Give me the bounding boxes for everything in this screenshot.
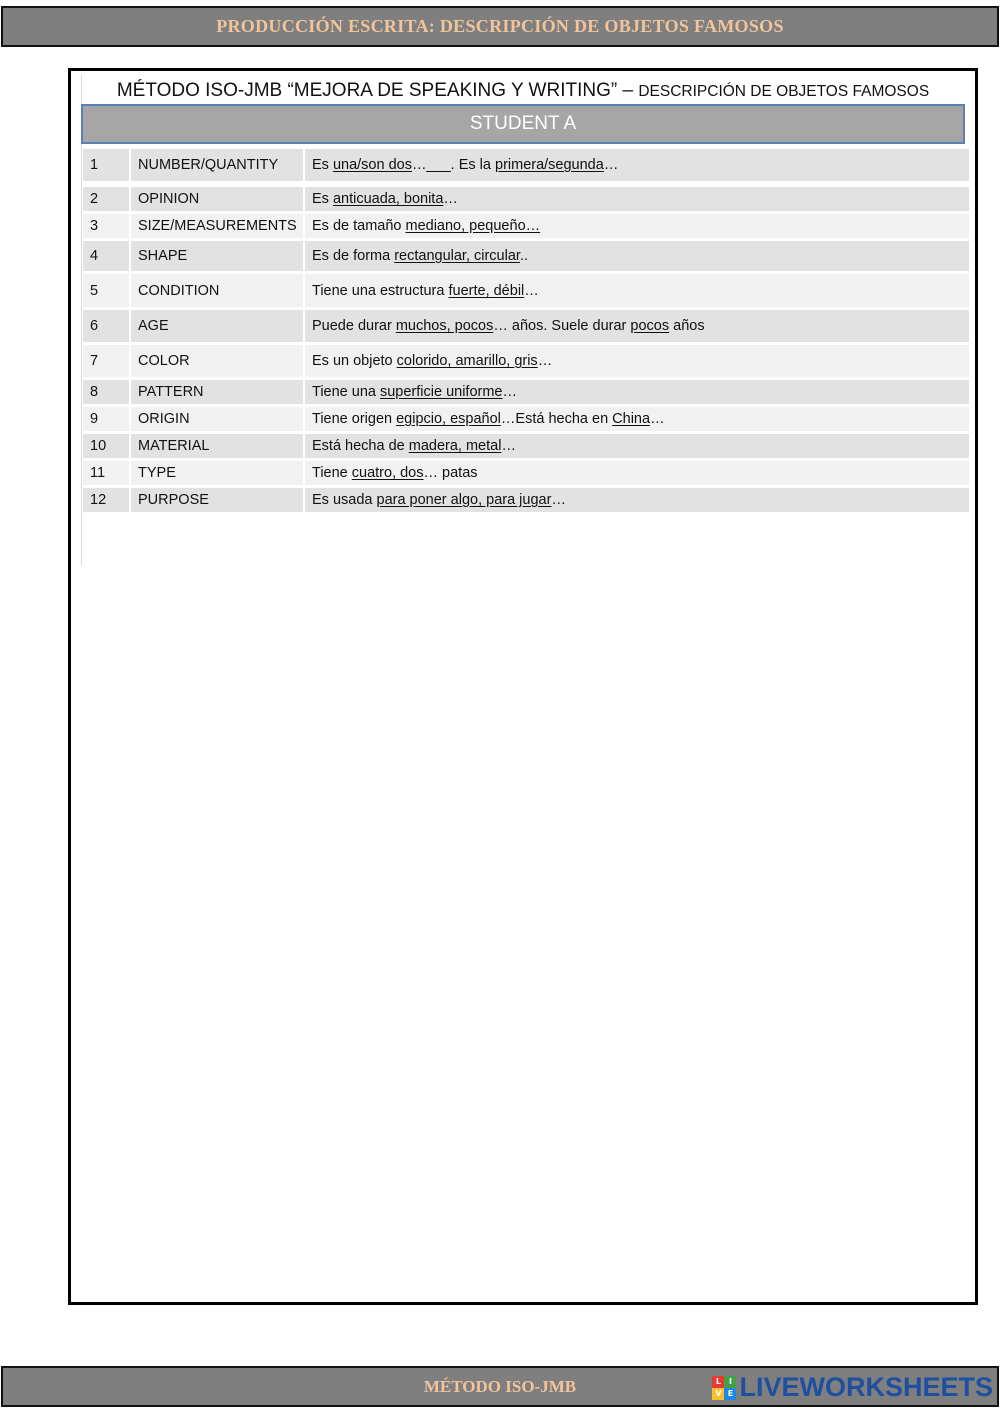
row-description xyxy=(305,318,969,334)
table-row xyxy=(83,241,969,274)
row-number: 9 xyxy=(90,411,99,427)
description-text: Es usada xyxy=(312,492,377,508)
liveworksheets-logo-icon xyxy=(712,1376,736,1400)
table-row xyxy=(83,149,969,184)
underlined-example: anticuada, bonita xyxy=(332,191,444,207)
table-row xyxy=(83,310,969,345)
logo-letter: I xyxy=(724,1376,736,1388)
underlined-example: primera/segunda xyxy=(495,157,604,173)
description-text: … xyxy=(411,157,427,173)
description-text: Es xyxy=(312,157,333,173)
row-description xyxy=(305,157,969,173)
student-label: STUDENT A xyxy=(469,113,577,134)
underlined-example: cuatro, dos xyxy=(351,465,424,481)
row-category: SHAPE xyxy=(129,241,305,271)
brand-name: LIVEWORKSHEETS xyxy=(739,1372,993,1402)
underlined-example: ___ xyxy=(426,157,451,173)
description-text: Es xyxy=(312,191,333,207)
header-banner xyxy=(1,6,999,47)
table-row xyxy=(83,488,969,515)
description-text: … xyxy=(603,157,619,173)
underlined-example: muchos, pocos xyxy=(395,318,494,334)
logo-letter: E xyxy=(724,1388,736,1400)
liveworksheets-brand[interactable] xyxy=(712,1372,993,1403)
underlined-example: rectangular, circular xyxy=(394,248,520,264)
table-row xyxy=(83,345,969,380)
description-text: Es un objeto xyxy=(312,353,397,369)
row-category: PURPOSE xyxy=(129,488,305,512)
underlined-example: madera, metal xyxy=(408,438,502,454)
description-text: Tiene xyxy=(312,465,352,481)
table-row xyxy=(83,434,969,461)
row-number: 10 xyxy=(90,438,107,454)
row-category: AGE xyxy=(129,310,305,342)
description-text: …Está hecha en xyxy=(500,411,613,427)
row-description xyxy=(305,438,969,454)
row-number: 8 xyxy=(90,384,99,400)
table-row xyxy=(83,214,969,241)
header-title: PRODUCCIÓN ESCRITA: DESCRIPCIÓN DE OBJETOS FAMOSOS xyxy=(216,16,784,36)
document-title-main: MÉTODO ISO-JMB “MEJORA DE SPEAKING Y WRITING” – xyxy=(116,80,634,101)
row-number: 2 xyxy=(90,191,99,207)
row-category: ORIGIN xyxy=(129,407,305,431)
underlined-example: egipcio, español xyxy=(396,411,501,427)
description-text: … xyxy=(650,411,665,427)
row-number: 5 xyxy=(90,282,99,299)
row-category: PATTERN xyxy=(129,380,305,404)
table-row xyxy=(83,274,969,310)
row-description xyxy=(305,384,969,400)
table-row xyxy=(83,461,969,488)
table-row xyxy=(83,380,969,407)
description-text: . Es la xyxy=(450,157,495,173)
description-text: … años. Suele durar xyxy=(493,318,631,334)
row-description xyxy=(305,218,969,234)
row-description xyxy=(305,492,969,508)
logo-letter: L xyxy=(712,1376,724,1388)
document-title-sub: DESCRIPCIÓN DE OBJETOS FAMOSOS xyxy=(638,83,930,100)
row-category: SIZE/MEASUREMENTS xyxy=(129,214,305,238)
description-text: Está hecha de xyxy=(312,438,409,454)
footer-banner xyxy=(1,1366,999,1407)
row-number: 4 xyxy=(90,248,99,264)
description-text: años xyxy=(669,318,705,334)
row-description xyxy=(305,191,969,207)
underlined-example: fuerte, débil xyxy=(448,282,525,299)
row-number: 7 xyxy=(90,353,99,369)
row-description xyxy=(305,353,969,369)
description-text: Tiene una xyxy=(312,384,380,400)
row-category: OPINION xyxy=(129,187,305,211)
row-number: 12 xyxy=(90,492,107,508)
footer-title: MÉTODO ISO-JMB xyxy=(423,1376,577,1396)
description-text: … patas xyxy=(423,465,478,481)
row-number: 6 xyxy=(90,318,99,334)
row-description xyxy=(305,283,969,299)
row-description xyxy=(305,465,969,481)
document-title xyxy=(71,80,975,102)
description-text: Tiene origen xyxy=(312,411,397,427)
description-text: … xyxy=(501,438,516,454)
student-bar xyxy=(81,104,965,144)
underlined-example: superficie uniforme xyxy=(379,384,503,400)
row-description xyxy=(305,248,969,264)
row-category: COLOR xyxy=(129,345,305,377)
table-row xyxy=(83,407,969,434)
description-text: … xyxy=(551,492,566,508)
description-text: .. xyxy=(519,248,528,264)
underlined-example: China xyxy=(612,411,651,427)
underlined-example: mediano, pequeño… xyxy=(405,218,541,234)
description-text: … xyxy=(443,191,458,207)
frame-inner-line xyxy=(81,75,82,565)
row-number: 1 xyxy=(90,157,99,173)
description-text: Es de tamaño xyxy=(312,218,406,234)
description-text: Tiene una estructura xyxy=(312,282,449,299)
description-text: … xyxy=(537,353,553,369)
row-category: TYPE xyxy=(129,461,305,485)
underlined-example: para poner algo, para jugar xyxy=(376,492,552,508)
logo-letter: V xyxy=(712,1388,724,1400)
description-table xyxy=(83,149,969,515)
row-category: CONDITION xyxy=(129,274,305,307)
underlined-example: pocos xyxy=(630,318,670,334)
underlined-example: colorido, amarillo, gris xyxy=(396,353,538,369)
description-text: … xyxy=(524,282,539,299)
row-number: 11 xyxy=(90,465,106,481)
description-text: Puede durar xyxy=(312,318,396,334)
row-number: 3 xyxy=(90,218,99,234)
row-category: NUMBER/QUANTITY xyxy=(129,149,305,181)
row-description xyxy=(305,411,969,427)
underlined-example: una/son dos xyxy=(332,157,412,173)
worksheet-frame xyxy=(68,68,978,1305)
description-text: … xyxy=(502,384,517,400)
description-text: Es de forma xyxy=(312,248,395,264)
table-row xyxy=(83,187,969,214)
row-category: MATERIAL xyxy=(129,434,305,458)
